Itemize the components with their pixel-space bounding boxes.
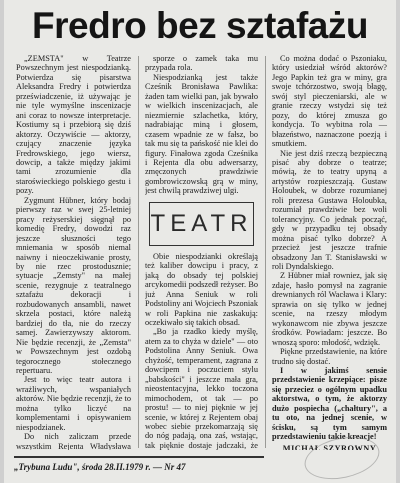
paragraph: I w jakimś sensie przedstawienie krzepiące: pisze się przeciez o ogólnym upadku aktorstwa, o tym, że aktorzy dużo pospiecha („chałtury", a tu oto, na jednej scenie, w ścisku, są tym samym przedstawieniu takie kreacje! — [272, 365, 387, 442]
paragraph: Piękne przedstawienie, na które trudno się dostać. — [272, 347, 387, 366]
section-label: TEATR — [150, 210, 253, 238]
column-divider — [265, 56, 266, 448]
paragraph: Do nich zaliczam przede wszystkim Rejenta Władysława — [16, 432, 131, 450]
paragraph: Co można dodać o Pszoniaku, który usiedział wśród aktorów? Jego Papkin też gra w miny, gra swoje tchórzostwo, swoją błagę, swój styl pieczeniarski, ale w granie rzeczy wstydzi się też pozy, do której zmusza go kondycja. To wybitna rola — błazeństwo, naznaczone poezją i smutkiem. — [272, 54, 387, 149]
paragraph: Obie niespodzianki określają też kaliber dowcipu i pracy, z jaką do obsady tej polskiej arcykomedii podszedł reżyser. Bo już Anna Seniuk w roli Podstoliny ani Wojciech Pszoniak w roli Papkina nie zaskakują: oczekiwało się takich obsad. — [145, 251, 258, 327]
article-column-3 — [272, 54, 387, 450]
paragraph: Z Hübner miał rowniez, jak się zdaje, hasło pomysł na zagranie drewnianych ról Wacława i Klary: sprawia on się tylko w jednej scenie, na rzeszy młodym wykonawcom nie zbywa jeszcze środków. Powiadam: jeszcze. Bo wnoszą sporo: młodość, wdzięk. — [272, 271, 387, 347]
paragraph: Zygmunt Hübner, który bodaj pierwszy raz w swej 25-letniej pracy reżyserskiej sięgnął po komedię Fredry, dowodzi raz jeszcze słuszności tego mniemania w sposób niemal naiwny i nieoczekiwanie prosty, by nie rzec prostodusznie; sytuacje „Zemsty" na małej scenie, rezygnuje z teatralnego sztafażu dekoracji i rozbudowanych ansambli, nawet skrzela postaci, które należą bardziej do tła, nie do rzeczy samej. Zawierzywszy aktorom. Nie będzie recenzji, że „Zemsta" w Powszechnym jest ozdobą tegorocznego stołecznego repertuaru. — [16, 195, 131, 375]
paragraph: „Bo ja rzadko kiedy myślę, atem za to chyża w dziele" — oto Podstolina Anny Seniuk. Owa chyżość, temperament, zagrana z dowcipem i poczuciem stylu „babskości" i jeszcze mała gra, nieostentacyjna, lekko toczona mimochodem, ot tak — po prostu! — to niej pięknie w jej scenie, w której z Rejentem obaj wobec siebie przekomarzają się do nóg padają, ona zaś, wstając, tak pięknie dostaje jadczaki, że — [145, 327, 258, 450]
paragraph: Jest to więc teatr autora i wrażliwych, wspaniałych aktorów. Nie będzie recenzji, że to można tylko liczyć na komplementami i opisywaniem niespodzianek. — [16, 375, 131, 432]
article-column-1 — [16, 54, 131, 450]
column-divider — [138, 56, 139, 448]
paragraph: „ZEMSTA" w Teatrze Powszechnym jest niespodzianką. Potwierdza się pisarstwa Aleksandra Fredry i potwierdza przeświadczenie, iż używając je nie tyle wymyślne inscenizacje ani coraz to nowsze interpretacje. Kostiumy są i przebiorą się dziś aktorzy. Oczywiście — aktorzy, czujący znaczenie języka Fredrowskiego, jego wiersz, dowcip, a także między jakimi tami zrozumienie dla staroświeckiego polskiego gestu i pozy. — [16, 54, 131, 196]
paragraph: sporze o zamek taka mu przypada rola. — [145, 54, 258, 73]
headline: Fredro bez sztafażu — [32, 5, 368, 46]
section-label-box — [149, 202, 254, 246]
newspaper-clipping — [4, 0, 396, 483]
article-column-2 — [145, 54, 258, 450]
paragraph: Niespodzianką jest także Cześnik Bronisława Pawlika: żaden tam wielki pan, jak bywało w wielkich inscenizacjach, ale niezmiernie szlachetka, który, nadrabiając miną i głosem, czasem wpadnie ze w fałsz, bo tak mu się ta pańskość nie klei do figury. Finałowa zgoda Cześnika i Rejenta dla obu adwersarzy, zmęczonych prawdziwie gombrowiczowską grą w miny, jest chwilą prawdziwej ulgi. — [145, 72, 258, 196]
author-signature: MICHAŁ SZYROWNY — [282, 443, 377, 450]
paragraph: Nie jest dziś rzeczą bezpieczną pisać aby dobrze o teatrze; mówią, że to teatry upyną a artystów rozpieszczają. Gustaw Holoubek, w dobrze rozumianej roli prezesa Gustawa Holoubka, rozumiał prawdziwie bez woli tolerancyjny. Co jednak począć, gdy w przypadku tej obsady można pisać tylko dobrze? A przecież jest jeszcze trafnie obsadzony Jan T. Stanisławski w roli Dyndalskiego. — [272, 148, 387, 271]
publication-footer: „Trybuna Ludu", środa 28.II.1979 r. — Nr 47 — [14, 456, 264, 472]
